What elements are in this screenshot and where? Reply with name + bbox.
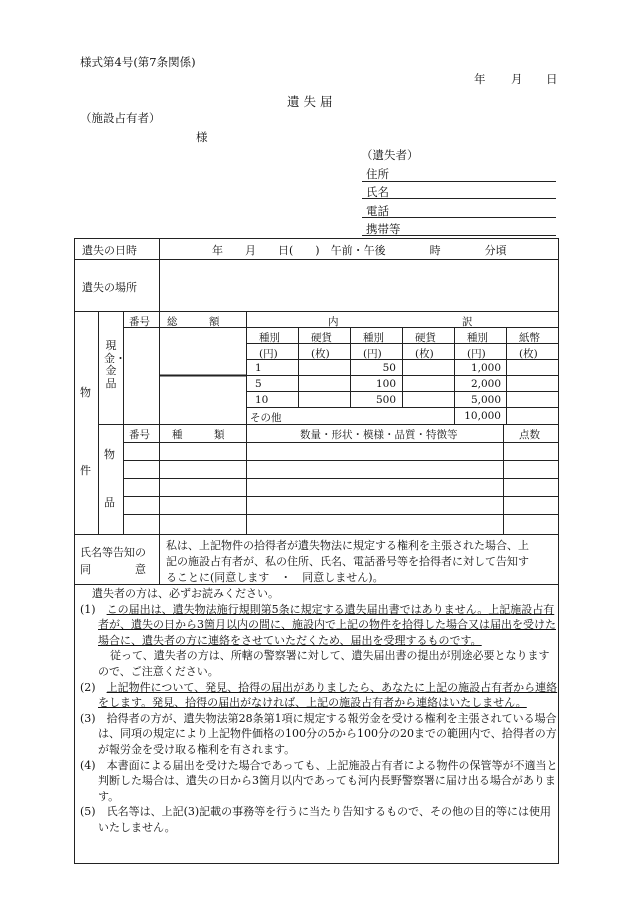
denom-header-5: 種別 [467, 332, 488, 344]
goods-label-1: 物 [104, 448, 115, 461]
goods-count-header: 点数 [519, 429, 540, 441]
breakdown-header-1: 内 [328, 316, 339, 328]
denom-header-3: 種別 [363, 332, 384, 344]
note-5 [80, 804, 558, 835]
consent-text-2: 記の施設占有者が、私の住所、氏名、電話番号等を拾得者に対して告知す [166, 555, 529, 568]
note-5-text: 氏名等は、上記(3)記載の事務等を行うに当たり告知するもので、その他の目的等には使用いたしません。 [98, 805, 551, 834]
coin-500: 500 [375, 394, 396, 406]
date-year-label: 年 [474, 72, 486, 86]
denom-unit-5: (円) [467, 348, 486, 360]
applicant-name-label: 氏名 [366, 185, 389, 199]
item-label-1: 物 [80, 386, 91, 399]
note-1-b: 上記施設占有者が、遺失の日から3箇月以内の間に、施設内で上記の物件を拾得した場合又は届出を受けた場合に、遺失者の方に連絡をさせていただくため、届出を受理するものです。 [98, 602, 556, 647]
note-1-c: 従って、遺失者の方は、所轄の警察署に対して、遺失届出書の提出が別途必要となりますので、ご注意ください。 [98, 649, 550, 678]
date-month-label: 月 [511, 72, 523, 86]
lost-datetime-label: 遺失の日時 [82, 244, 137, 257]
denom-unit-1: (円) [259, 348, 278, 360]
note-4-num: (4) [80, 758, 96, 772]
cash-number-header: 番号 [129, 316, 150, 328]
coin-50: 50 [382, 362, 396, 374]
goods-desc-header: 数量・形状・模様・品質・特徴等 [300, 429, 458, 441]
cash-label: 現金・金品 [104, 339, 126, 390]
denom-unit-3: (円) [363, 348, 382, 360]
honorific: 様 [196, 130, 208, 144]
consent-label-1: 氏名等告知の [80, 546, 146, 559]
note-4 [80, 758, 558, 805]
note-1 [80, 602, 558, 649]
coin-5: 5 [255, 378, 262, 390]
denom-unit-4: (枚) [415, 348, 434, 360]
consent-text-1: 私は、上記物件の拾得者が遺失物法に規定する権利を主張された場合、上 [166, 539, 529, 552]
denom-unit-6: (枚) [519, 348, 538, 360]
note-3-text: 拾得者の方が、遺失物法第28条第1項に規定する報労金を受ける権利を主張されている場合は、同項の規定により上記物件価格の100分の5から100分の20までの範囲内で、拾得者の方が報労金を受け取る権利を有されます。 [98, 711, 557, 756]
coin-100: 100 [375, 378, 396, 390]
denom-header-2: 硬貨 [311, 332, 332, 344]
consent-text-3[interactable]: ることに(同意します ・ 同意しません)。 [166, 571, 384, 584]
applicant-phone-label: 電話 [366, 204, 389, 218]
note-2-num: (2) [80, 680, 96, 694]
notes-section [80, 586, 558, 836]
notes-intro: 遺失者の方は、必ずお読みください。 [92, 587, 279, 600]
coin-10: 10 [255, 394, 269, 406]
cash-total-header: 総 額 [167, 316, 220, 328]
item-label-2: 件 [80, 464, 91, 477]
bill-10000: 10,000 [464, 410, 501, 422]
document-title: 遺 失 届 [287, 94, 333, 109]
form-number: 様式第4号(第7条関係) [80, 55, 196, 69]
note-3 [80, 711, 558, 758]
applicant-address-label: 住所 [366, 167, 389, 181]
goods-label-2: 品 [104, 496, 115, 509]
note-2 [80, 680, 558, 711]
coin-1: 1 [255, 362, 262, 374]
bill-2000: 2,000 [470, 378, 501, 390]
goods-number-header: 番号 [129, 429, 150, 441]
applicant-label: （遺失者） [361, 148, 419, 162]
note-5-num: (5) [80, 805, 96, 819]
note-1-num: (1) [80, 602, 96, 616]
denom-unit-2: (枚) [311, 348, 330, 360]
bill-1000: 1,000 [470, 362, 501, 374]
denom-header-4: 硬貨 [415, 332, 436, 344]
note-1-a: この届出は、遺失物法施行規則第5条に規定する遺失届出書ではありません。 [106, 602, 489, 616]
other-label: その他 [250, 412, 282, 424]
bill-5000: 5,000 [470, 394, 501, 406]
addressee-label: （施設占有者） [80, 111, 161, 125]
denom-header-1: 種別 [259, 332, 280, 344]
denom-header-6: 紙幣 [519, 332, 540, 344]
lost-datetime-field[interactable]: 年 月 日( ) 午前・午後 時 分頃 [212, 244, 507, 257]
consent-label-2: 同 意 [80, 563, 146, 576]
goods-type-header: 種 類 [172, 429, 225, 441]
note-4-text: 本書面による届出を受けた場合であっても、上記施設占有者による物件の保管等が不適当と判断した場合は、遺失の日から3箇月以内であっても河内長野警察署に届け出る場合があります。 [98, 758, 558, 803]
lost-place-label: 遺失の場所 [82, 281, 137, 294]
note-3-num: (3) [80, 711, 96, 725]
note-2-text: 上記物件について、発見、拾得の届出がありましたら、あなたに上記の施設占有者から連絡をします。発見、拾得の届出がなければ、上記の施設占有者から連絡はいたしません。 [98, 680, 558, 710]
applicant-mobile-label: 携帯等 [366, 222, 401, 236]
date-day-label: 日 [546, 72, 558, 86]
lost-place-field[interactable] [160, 260, 558, 311]
breakdown-header-2: 訳 [462, 316, 473, 328]
